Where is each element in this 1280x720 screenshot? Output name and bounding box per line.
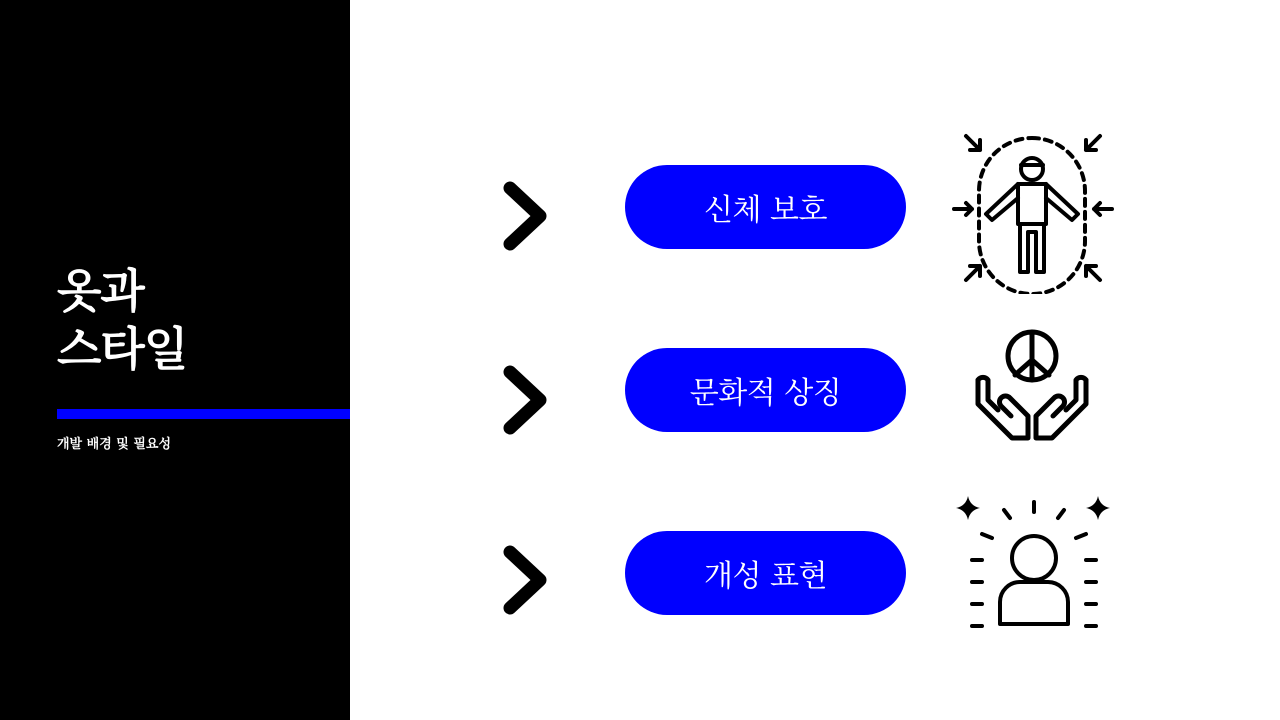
item-row-cultural-symbol — [0, 330, 1280, 470]
chevron-right-icon — [500, 178, 552, 254]
person-shine-icon — [952, 494, 1116, 654]
item-pill-self-expression[interactable]: 개성 표현 — [625, 531, 906, 615]
chevron-right-icon — [500, 362, 552, 438]
slide-subtitle: 개발 배경 및 필요성 — [57, 437, 172, 452]
peace-hands-icon — [966, 326, 1102, 448]
slide-title-line2: 스타일 — [57, 322, 188, 376]
item-row-body-protection — [0, 146, 1280, 286]
item-row-self-expression — [0, 510, 1280, 650]
item-pill-body-protection[interactable]: 신체 보호 — [625, 165, 906, 249]
item-pill-cultural-symbol[interactable]: 문화적 상징 — [625, 348, 906, 432]
body-protection-icon — [950, 128, 1116, 294]
chevron-right-icon — [500, 542, 552, 618]
slide-title-line1: 옷과 — [57, 264, 144, 318]
